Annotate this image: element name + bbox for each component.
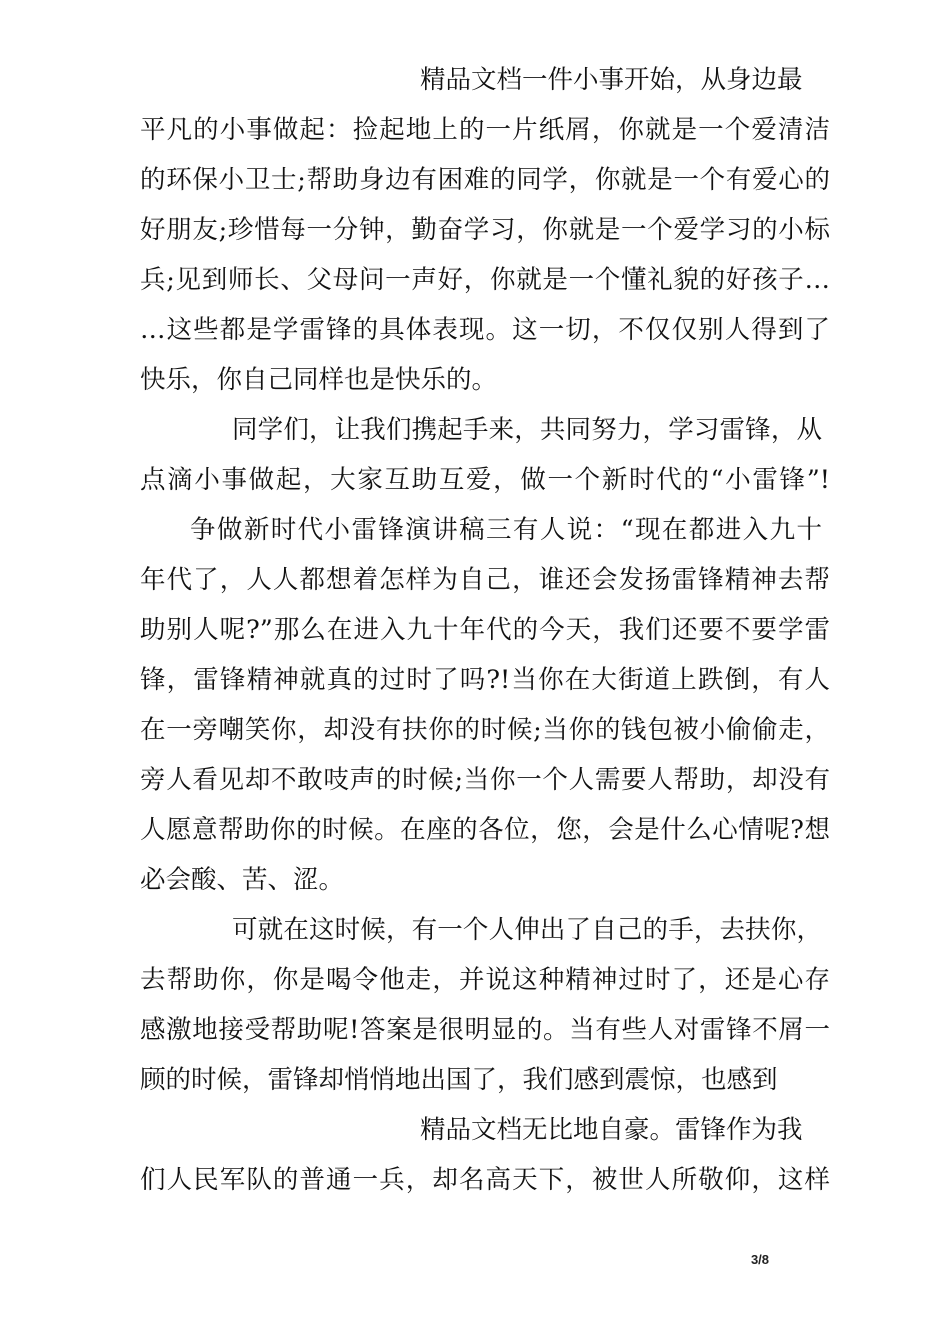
text-line: …这些都是学雷锋的具体表现。这一切，不仅仅别人得到了	[140, 315, 830, 345]
text-line: 旁人看见却不敢吱声的时候;当你一个人需要人帮助，却没有	[140, 765, 830, 795]
text-line: 的环保小卫士;帮助身边有困难的同学，你就是一个有爱心的	[140, 165, 830, 195]
text-line: 锋，雷锋精神就真的过时了吗?!当你在大街道上跌倒，有人	[140, 665, 830, 695]
text-line: 必会酸、苦、涩。	[140, 865, 345, 895]
text-line: 兵;见到师长、父母问一声好，你就是一个懂礼貌的好孩子…	[140, 265, 830, 295]
text-line: 感激地接受帮助呢!答案是很明显的。当有些人对雷锋不屑一	[140, 1015, 830, 1045]
text-line: 争做新时代小雷锋演讲稿三有人说：“现在都进入九十	[190, 515, 822, 545]
text-line: 同学们，让我们携起手来，共同努力，学习雷锋，从	[232, 415, 822, 445]
text-line: 去帮助你，你是喝令他走，并说这种精神过时了，还是心存	[140, 965, 830, 995]
text-line: 人愿意帮助你的时候。在座的各位，您，会是什么心情呢?想	[140, 815, 830, 845]
text-line: 点滴小事做起，大家互助互爱，做一个新时代的“小雷锋”!	[140, 465, 830, 495]
text-line: 可就在这时候，有一个人伸出了自己的手，去扶你，	[232, 915, 822, 945]
text-line: 精品文档无比地自豪。雷锋作为我	[420, 1115, 803, 1145]
text-line: 快乐，你自己同样也是快乐的。	[140, 365, 498, 395]
text-line: 顾的时候，雷锋却悄悄地出国了，我们感到震惊，也感到	[140, 1065, 778, 1095]
page-number: 3/8	[750, 1252, 770, 1267]
text-line: 年代了，人人都想着怎样为自己，谁还会发扬雷锋精神去帮	[140, 565, 830, 595]
text-line: 们人民军队的普通一兵，却名高天下，被世人所敬仰，这样	[140, 1165, 830, 1195]
text-line: 精品文档一件小事开始，从身边最	[420, 65, 803, 95]
text-line: 在一旁嘲笑你，却没有扶你的时候;当你的钱包被小偷偷走，	[140, 715, 830, 745]
text-line: 平凡的小事做起：捡起地上的一片纸屑，你就是一个爱清洁	[140, 115, 830, 145]
text-line: 助别人呢?”那么在进入九十年代的今天，我们还要不要学雷	[140, 615, 830, 645]
text-line: 好朋友;珍惜每一分钟，勤奋学习，你就是一个爱学习的小标	[140, 215, 830, 245]
